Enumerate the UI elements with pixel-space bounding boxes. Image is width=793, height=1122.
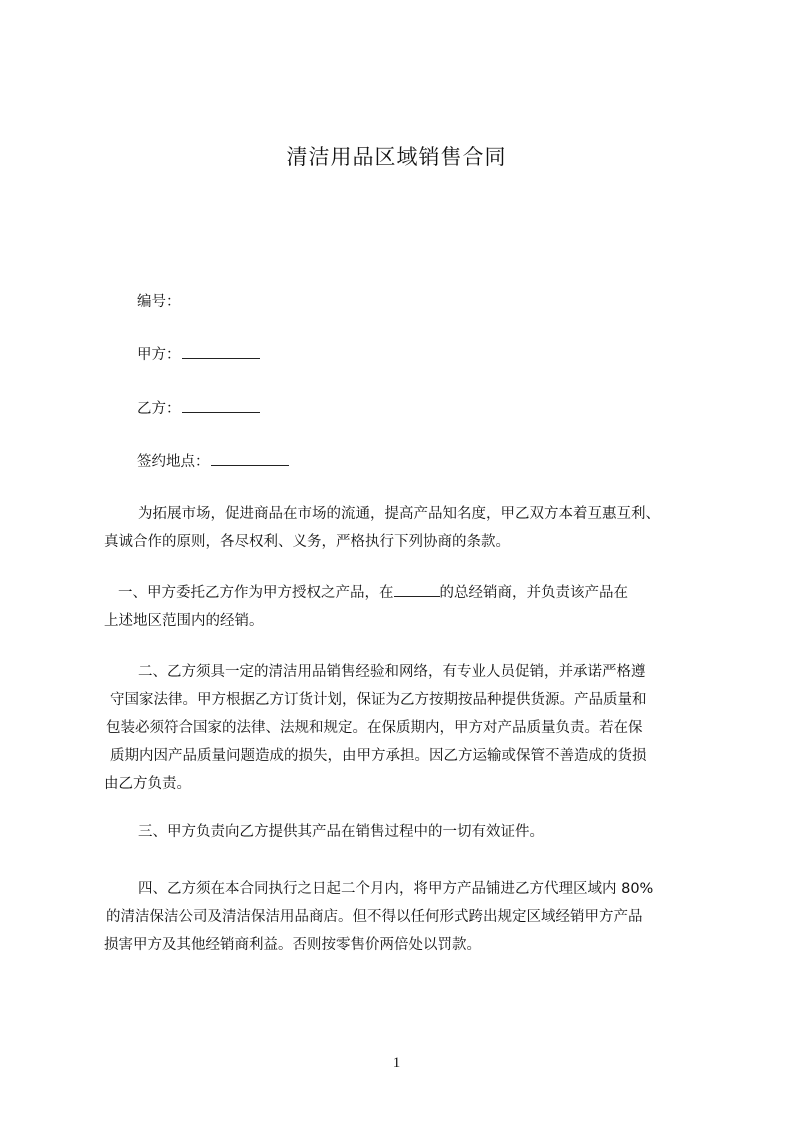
clause-4-line: 的清洁保洁公司及清洁保洁用品商店。但不得以任何形式跨出规定区域经销甲方产品	[106, 909, 643, 925]
clause-3-line: 三、甲方负责向乙方提供其产品在销售过程中的一切有效证件。	[138, 824, 544, 840]
preamble-line: 为拓展市场，促进商品在市场的流通，提高产品知名度，甲乙双方本着互惠互利、	[138, 506, 660, 522]
party-b-label: 乙方：	[137, 401, 181, 417]
clause-2-line: 二、乙方须具一定的清洁用品销售经验和网络，有专业人员促销，并承诺严格遵	[138, 664, 646, 680]
preamble-paragraph	[104, 500, 704, 556]
contract-number-field	[137, 291, 181, 313]
clause-1-text-b: 的总经销商，并负责该产品在	[439, 585, 628, 601]
contract-number-label: 编号：	[137, 294, 181, 310]
clause-2-paragraph	[104, 658, 704, 798]
clause-1-paragraph	[104, 579, 704, 635]
clause-1-region-blank	[394, 582, 440, 597]
clause-1-text-a: 一、甲方委托乙方作为甲方授权之产品，在	[118, 585, 394, 601]
party-a-field	[137, 344, 260, 366]
clause-2-line: 由乙方负责。	[104, 776, 191, 792]
party-b-blank	[182, 398, 260, 413]
clause-1-line: 上述地区范围内的经销。	[104, 613, 264, 629]
clause-4-line: 四、乙方须在本合同执行之日起二个月内，将甲方产品铺进乙方代理区域内 80%	[138, 881, 654, 897]
clause-1-line	[104, 579, 704, 607]
party-a-label: 甲方：	[137, 347, 181, 363]
clause-2-line: 守国家法律。甲方根据乙方订货计划，保证为乙方按期按品种提供货源。产品质量和	[110, 692, 647, 708]
clause-2-line: 包装必须符合国家的法律、法规和规定。在保质期内，甲方对产品质量负责。若在保	[106, 720, 643, 736]
page-title: 清洁用品区域销售合同	[286, 145, 507, 169]
clause-4-paragraph	[104, 875, 704, 959]
signing-location-blank	[211, 451, 289, 466]
signing-location-label: 签约地点：	[137, 454, 210, 470]
clause-4-line: 损害甲方及其他经销商利益。否则按零售价两倍处以罚款。	[104, 937, 481, 953]
party-b-field	[137, 398, 260, 420]
page-number: 1	[392, 1055, 401, 1071]
party-a-blank	[182, 344, 260, 359]
clause-3-paragraph	[104, 818, 704, 846]
preamble-line: 真诚合作的原则，各尽权利、义务，严格执行下列协商的条款。	[104, 534, 510, 550]
clause-2-line: 质期内因产品质量问题造成的损失，由甲方承担。因乙方运输或保管不善造成的货损	[110, 748, 647, 764]
signing-location-field	[137, 451, 289, 473]
